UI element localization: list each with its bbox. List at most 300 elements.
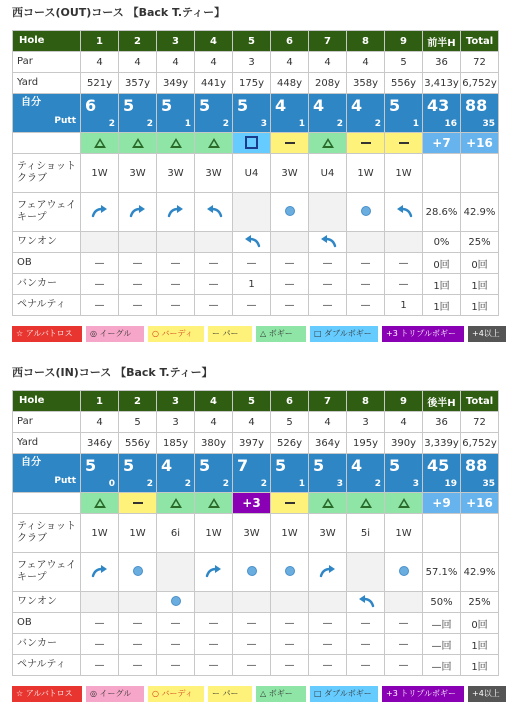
ob-cell: — [119, 613, 157, 634]
tee-cell: 3W [119, 154, 157, 193]
result-cell [233, 493, 271, 514]
my-score-cell: 5 2 [119, 94, 157, 133]
par-label: Par [13, 52, 81, 73]
result-cell [385, 133, 423, 154]
legend-alb: ☆ アルバトロス [12, 686, 82, 702]
header-cell: Total [461, 31, 499, 52]
yard-cell: 6,752y [461, 73, 499, 94]
result-cell [347, 493, 385, 514]
oneon-label: ワンオン [13, 232, 81, 253]
legend-eag: ◎ イーグル [86, 326, 144, 342]
penalty-cell: — [81, 295, 119, 316]
fairway-rate-cell: 57.1% [423, 553, 461, 592]
penalty-cell: — [347, 655, 385, 676]
oneon-cell [195, 592, 233, 613]
fairway-hit-dot-icon [133, 566, 143, 576]
bogey-triangle-icon [170, 498, 182, 508]
my-score-cell: 5 0 [81, 454, 119, 493]
fairway-arrow-left-icon [394, 210, 414, 221]
bogey-triangle-icon [208, 498, 220, 508]
penalty-cell: 1 [385, 295, 423, 316]
my-score-cell: 4 2 [347, 454, 385, 493]
result-cell [271, 133, 309, 154]
my-score-cell: 5 1 [157, 94, 195, 133]
tee-label: ティショットクラブ [13, 154, 81, 193]
oneon-cell [385, 232, 423, 253]
result-total-cell: +16 [461, 133, 499, 154]
tee-cell: 3W [309, 514, 347, 553]
tee-cell [461, 514, 499, 553]
legend-eag: ◎ イーグル [86, 686, 144, 702]
score-legend-out [12, 326, 506, 342]
oneon-rate-cell: 25% [461, 592, 499, 613]
result-cell [195, 133, 233, 154]
tee-cell: 5i [347, 514, 385, 553]
legend-par: ー パー [208, 686, 252, 702]
fairway-cell [157, 193, 195, 232]
penalty-cell: 1回 [461, 655, 499, 676]
ob-cell: — [157, 613, 195, 634]
tee-cell: 1W [195, 514, 233, 553]
my-score-cell: 5 2 [195, 454, 233, 493]
yard-cell: 357y [119, 73, 157, 94]
penalty-cell: — [309, 295, 347, 316]
header-cell: 後半H [423, 391, 461, 412]
fairway-cell [347, 553, 385, 592]
fairway-cell [81, 193, 119, 232]
par-cell: 4 [119, 52, 157, 73]
penalty-cell: — [233, 655, 271, 676]
oneon-cell [81, 592, 119, 613]
fairway-hit-dot-icon [361, 206, 371, 216]
oneon-row [13, 592, 499, 613]
oneon-cell [157, 592, 195, 613]
my-score-cell: 88 35 [461, 94, 499, 133]
oneon-label: ワンオン [13, 592, 81, 613]
yard-cell: 397y [233, 433, 271, 454]
tee-cell [423, 514, 461, 553]
legend-tri: +3 トリプルボギー [382, 686, 464, 702]
penalty-cell: 1回 [461, 295, 499, 316]
in-course-title: 西コース(IN)コース 【Back T.ティー】 [12, 366, 213, 379]
par-cell: 5 [385, 52, 423, 73]
par-cell: 4 [271, 52, 309, 73]
result-cell [271, 493, 309, 514]
bunker-cell: — [385, 634, 423, 655]
par-row [13, 412, 499, 433]
penalty-cell: — [195, 655, 233, 676]
bunker-label: バンカー [13, 274, 81, 295]
header-row [13, 31, 499, 52]
yard-cell: 175y [233, 73, 271, 94]
legend-alb: ☆ アルバトロス [12, 326, 82, 342]
penalty-cell: — [347, 295, 385, 316]
yard-cell: 346y [81, 433, 119, 454]
my-score-cell: 88 35 [461, 454, 499, 493]
legend-par: ー パー [208, 326, 252, 342]
yard-cell: 556y [385, 73, 423, 94]
fairway-cell [119, 193, 157, 232]
bunker-cell: 1 [233, 274, 271, 295]
header-cell: 7 [309, 31, 347, 52]
my-score-cell: 5 1 [271, 454, 309, 493]
result-row [13, 493, 499, 514]
yard-cell: 556y [119, 433, 157, 454]
my-score-cell: 6 2 [81, 94, 119, 133]
bunker-cell: — [119, 634, 157, 655]
fairway-hit-dot-icon [399, 566, 409, 576]
out-course-title: 西コース(OUT)コース 【Back T.ティー】 [12, 6, 226, 19]
bunker-cell: — [81, 274, 119, 295]
tee-label: ティショットクラブ [13, 514, 81, 553]
bunker-row [13, 274, 499, 295]
yard-label: Yard [13, 73, 81, 94]
bunker-cell: — [347, 634, 385, 655]
bogey-triangle-icon [170, 138, 182, 148]
penalty-cell: — [157, 655, 195, 676]
header-cell: Hole [13, 391, 81, 412]
par-cell: 3 [347, 412, 385, 433]
header-cell: 4 [195, 31, 233, 52]
penalty-cell: — [271, 295, 309, 316]
fairway-arrow-left-icon [242, 240, 262, 251]
result-label [13, 493, 81, 514]
bunker-row [13, 634, 499, 655]
header-cell: 4 [195, 391, 233, 412]
bunker-cell: — [233, 634, 271, 655]
bunker-cell: — [81, 634, 119, 655]
ob-cell: 0回 [423, 253, 461, 274]
bunker-cell: — [309, 274, 347, 295]
fairway-arrow-right-icon [166, 210, 186, 221]
fairway-row [13, 193, 499, 232]
header-cell: 8 [347, 391, 385, 412]
fairway-row [13, 553, 499, 592]
my-score-cell: 4 2 [157, 454, 195, 493]
fairway-hit-dot-icon [285, 566, 295, 576]
par-cell: 4 [309, 412, 347, 433]
tee-cell: 1W [81, 154, 119, 193]
oneon-cell [81, 232, 119, 253]
bunker-cell: 1回 [461, 634, 499, 655]
header-cell: Hole [13, 31, 81, 52]
ob-cell: — [233, 613, 271, 634]
par-cell: 4 [81, 412, 119, 433]
ob-cell: —回 [423, 613, 461, 634]
fairway-cell [385, 193, 423, 232]
header-cell: 9 [385, 31, 423, 52]
penalty-cell: — [309, 655, 347, 676]
fairway-cell [195, 553, 233, 592]
yard-cell: 526y [271, 433, 309, 454]
bunker-cell: — [309, 634, 347, 655]
fairway-arrow-right-icon [128, 210, 148, 221]
oneon-cell [309, 592, 347, 613]
fairway-cell [233, 193, 271, 232]
my-score-cell: 45 19 [423, 454, 461, 493]
fairway-rate-cell: 28.6% [423, 193, 461, 232]
par-cell: 4 [81, 52, 119, 73]
result-cell [157, 133, 195, 154]
my-score-cell: 5 2 [119, 454, 157, 493]
oneon-cell [347, 592, 385, 613]
triple-bogey-badge: +3 [242, 496, 261, 510]
ob-row [13, 613, 499, 634]
result-cell [119, 493, 157, 514]
ob-cell: — [81, 613, 119, 634]
tee-cell: 1W [347, 154, 385, 193]
yard-cell: 448y [271, 73, 309, 94]
fairway-cell [119, 553, 157, 592]
tee-cell: 1W [385, 154, 423, 193]
result-total-cell: +16 [461, 493, 499, 514]
par-cell: 4 [385, 412, 423, 433]
header-row [13, 391, 499, 412]
my-score-row [13, 94, 499, 133]
par-cell: 4 [309, 52, 347, 73]
tee-cell: 3W [233, 514, 271, 553]
oneon-cell [309, 232, 347, 253]
legend-dbl: □ ダブルボギー [310, 326, 378, 342]
penalty-label: ペナルティ [13, 295, 81, 316]
oneon-row [13, 232, 499, 253]
my-score-label: 自分 Putt [13, 454, 81, 493]
result-cell [157, 493, 195, 514]
fairway-cell [233, 553, 271, 592]
my-score-cell: 5 3 [309, 454, 347, 493]
tee-cell: 1W [385, 514, 423, 553]
tee-cell: 3W [271, 154, 309, 193]
fairway-cell [157, 553, 195, 592]
bogey-triangle-icon [398, 498, 410, 508]
result-cell [195, 493, 233, 514]
fairway-cell [81, 553, 119, 592]
par-cell: 3 [233, 52, 271, 73]
oneon-cell [233, 232, 271, 253]
double-bogey-square-icon [245, 136, 258, 149]
my-score-row [13, 454, 499, 493]
in-scorecard [12, 390, 499, 676]
fairway-arrow-left-icon [318, 240, 338, 251]
bogey-triangle-icon [360, 498, 372, 508]
header-cell: 3 [157, 391, 195, 412]
result-cell [309, 133, 347, 154]
bunker-cell: — [157, 634, 195, 655]
ob-cell: — [195, 253, 233, 274]
oneon-rate-cell: 50% [423, 592, 461, 613]
ob-cell: — [347, 613, 385, 634]
fairway-rate-cell: 42.9% [461, 193, 499, 232]
result-cell [119, 133, 157, 154]
fairway-hit-dot-icon [247, 566, 257, 576]
penalty-label: ペナルティ [13, 655, 81, 676]
fairway-cell [385, 553, 423, 592]
result-total-cell: +9 [423, 493, 461, 514]
bogey-triangle-icon [322, 138, 334, 148]
bogey-triangle-icon [132, 138, 144, 148]
fairway-cell [271, 193, 309, 232]
bogey-triangle-icon [322, 498, 334, 508]
oneon-cell [119, 232, 157, 253]
par-cell: 5 [119, 412, 157, 433]
yard-cell: 521y [81, 73, 119, 94]
header-cell: 5 [233, 31, 271, 52]
my-score-cell: 43 16 [423, 94, 461, 133]
tee-cell: U4 [233, 154, 271, 193]
penalty-cell: — [271, 655, 309, 676]
ob-label: OB [13, 613, 81, 634]
fairway-cell [271, 553, 309, 592]
my-score-cell: 4 2 [347, 94, 385, 133]
tee-cell: U4 [309, 154, 347, 193]
tee-cell: 6i [157, 514, 195, 553]
ob-cell: — [385, 613, 423, 634]
ob-cell: — [271, 613, 309, 634]
yard-label: Yard [13, 433, 81, 454]
par-cell: 72 [461, 412, 499, 433]
par-cell: 36 [423, 52, 461, 73]
bunker-cell: — [119, 274, 157, 295]
result-cell [81, 493, 119, 514]
tee-row [13, 514, 499, 553]
par-cell: 3 [157, 412, 195, 433]
fairway-arrow-right-icon [90, 570, 110, 581]
par-cell: 4 [233, 412, 271, 433]
my-score-cell: 5 3 [385, 454, 423, 493]
penalty-cell: — [385, 655, 423, 676]
bogey-triangle-icon [208, 138, 220, 148]
par-dash-icon [285, 502, 295, 504]
ob-cell: — [309, 253, 347, 274]
tee-cell [461, 154, 499, 193]
ob-label: OB [13, 253, 81, 274]
yard-cell: 6,752y [461, 433, 499, 454]
bunker-cell: — [157, 274, 195, 295]
yard-cell: 195y [347, 433, 385, 454]
header-cell: 6 [271, 391, 309, 412]
bunker-cell: — [271, 274, 309, 295]
par-cell: 4 [347, 52, 385, 73]
result-cell [347, 133, 385, 154]
yard-cell: 441y [195, 73, 233, 94]
fairway-arrow-left-icon [356, 600, 376, 611]
bunker-cell: — [347, 274, 385, 295]
oneon-cell [347, 232, 385, 253]
par-label: Par [13, 412, 81, 433]
tee-cell: 3W [195, 154, 233, 193]
fairway-cell [347, 193, 385, 232]
fairway-rate-cell: 42.9% [461, 553, 499, 592]
header-cell: 3 [157, 31, 195, 52]
ob-cell: — [195, 613, 233, 634]
bunker-cell: 1回 [423, 274, 461, 295]
ob-cell: — [119, 253, 157, 274]
par-cell: 5 [271, 412, 309, 433]
par-cell: 4 [157, 52, 195, 73]
oneon-cell [119, 592, 157, 613]
penalty-cell: — [157, 295, 195, 316]
header-cell: 2 [119, 31, 157, 52]
ob-cell: 0回 [461, 253, 499, 274]
result-cell [385, 493, 423, 514]
tee-cell: 3W [157, 154, 195, 193]
result-cell [81, 133, 119, 154]
bogey-triangle-icon [94, 498, 106, 508]
out-scorecard [12, 30, 499, 316]
yard-cell: 208y [309, 73, 347, 94]
bunker-cell: — [271, 634, 309, 655]
yard-row [13, 73, 499, 94]
ob-cell: — [309, 613, 347, 634]
header-cell: 前半H [423, 31, 461, 52]
bunker-cell: — [385, 274, 423, 295]
legend-tri: +3 トリプルボギー [382, 326, 464, 342]
fairway-hit-dot-icon [285, 206, 295, 216]
par-cell: 4 [195, 52, 233, 73]
ob-cell: 0回 [461, 613, 499, 634]
tee-cell [423, 154, 461, 193]
header-cell: 6 [271, 31, 309, 52]
yard-cell: 390y [385, 433, 423, 454]
penalty-cell: — [119, 295, 157, 316]
tee-cell: 1W [271, 514, 309, 553]
oneon-cell [271, 592, 309, 613]
oneon-cell [195, 232, 233, 253]
fairway-cell [195, 193, 233, 232]
par-dash-icon [133, 502, 143, 504]
my-score-cell: 4 1 [271, 94, 309, 133]
ob-cell: — [385, 253, 423, 274]
fairway-arrow-right-icon [90, 210, 110, 221]
header-cell: 8 [347, 31, 385, 52]
legend-four: +4以上 [468, 686, 506, 702]
penalty-row [13, 655, 499, 676]
my-score-label: 自分 Putt [13, 94, 81, 133]
bunker-cell: — [195, 634, 233, 655]
result-cell [309, 493, 347, 514]
yard-cell: 364y [309, 433, 347, 454]
header-cell: 9 [385, 391, 423, 412]
ob-cell: — [271, 253, 309, 274]
yard-cell: 380y [195, 433, 233, 454]
header-cell: 1 [81, 31, 119, 52]
par-cell: 36 [423, 412, 461, 433]
yard-cell: 3,339y [423, 433, 461, 454]
header-cell: 1 [81, 391, 119, 412]
my-score-cell: 5 1 [385, 94, 423, 133]
fairway-cell [309, 553, 347, 592]
fairway-label: フェアウェイキープ [13, 553, 81, 592]
yard-cell: 185y [157, 433, 195, 454]
fairway-hit-dot-icon [171, 596, 181, 606]
fairway-cell [309, 193, 347, 232]
header-cell: 5 [233, 391, 271, 412]
result-label [13, 133, 81, 154]
bunker-label: バンカー [13, 634, 81, 655]
penalty-row [13, 295, 499, 316]
result-row [13, 133, 499, 154]
result-total-cell: +7 [423, 133, 461, 154]
yard-cell: 358y [347, 73, 385, 94]
my-score-cell: 5 3 [233, 94, 271, 133]
par-dash-icon [399, 142, 409, 144]
oneon-cell [157, 232, 195, 253]
penalty-cell: — [119, 655, 157, 676]
my-score-cell: 4 2 [309, 94, 347, 133]
tee-cell: 1W [81, 514, 119, 553]
header-cell: 2 [119, 391, 157, 412]
oneon-cell [233, 592, 271, 613]
